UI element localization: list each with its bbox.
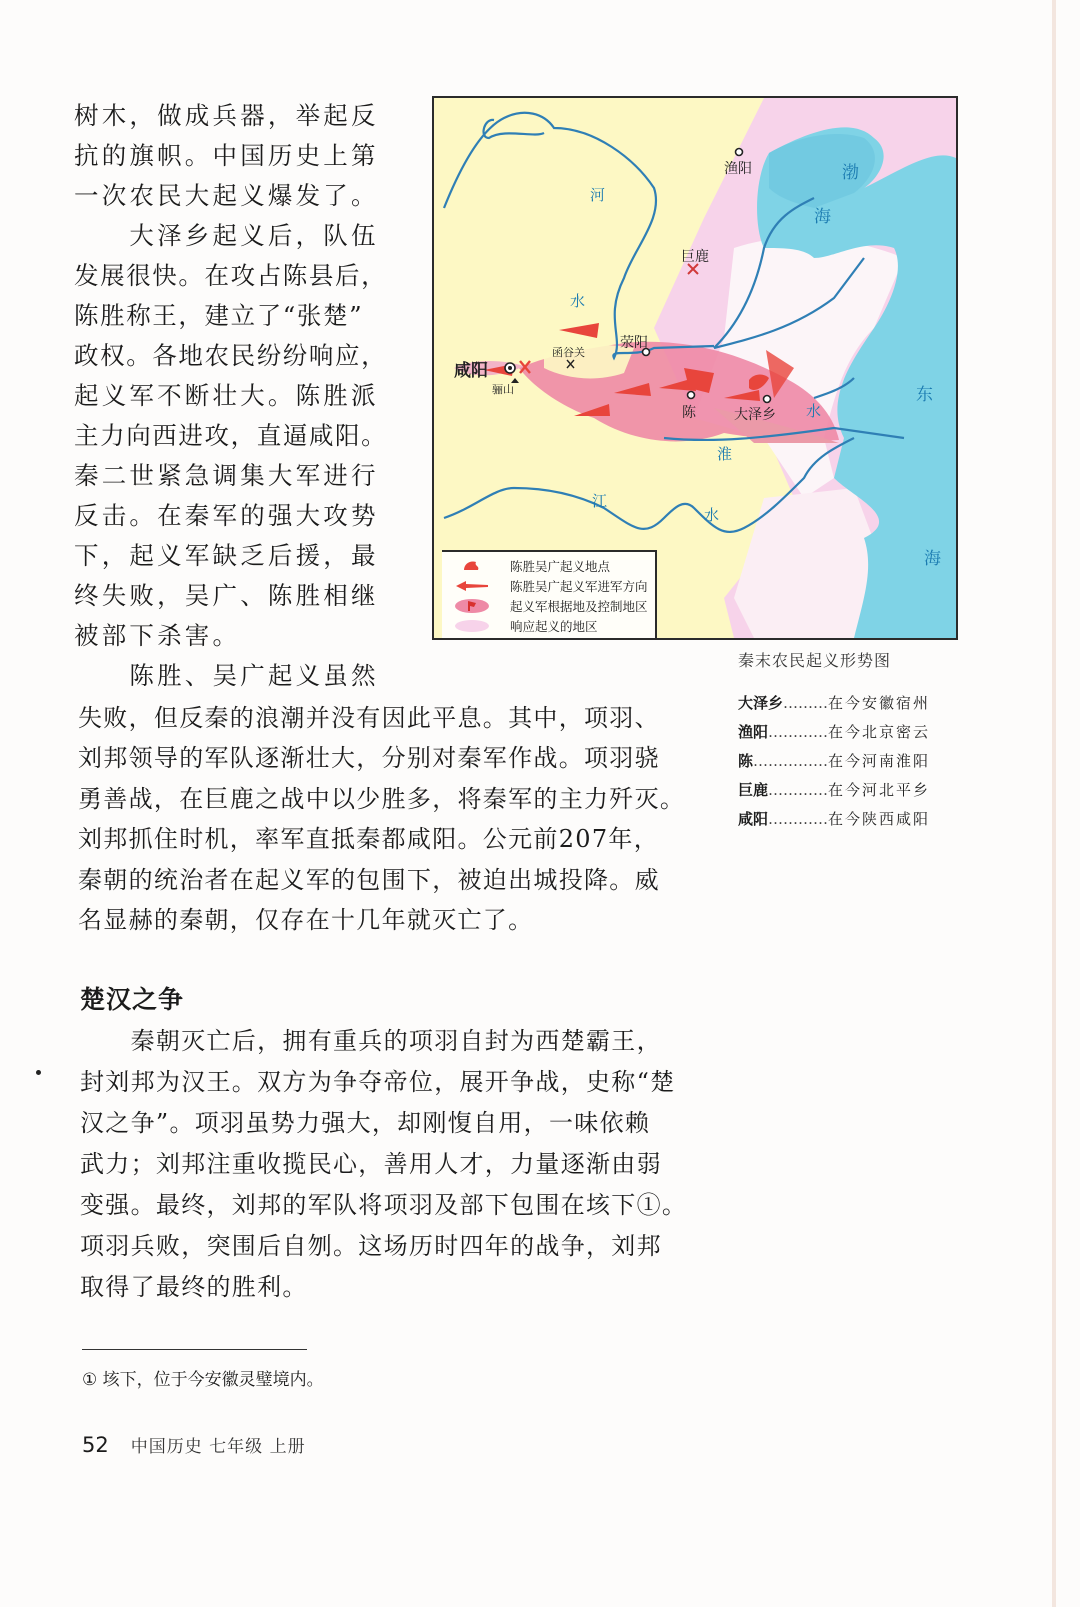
legend-label: 陈胜吴广起义地点 (510, 559, 611, 574)
text-line: 刘邦领导的军队逐渐壮大，分别对秦军作战。项羽骁 (78, 744, 660, 772)
gloss-dots: …………… (753, 752, 829, 770)
gloss-place: 陈 (738, 752, 754, 770)
water-label: 水 (806, 402, 822, 420)
text-line: 封刘邦为汉王。双方为争夺帝位，展开争战，史称“楚 (80, 1068, 676, 1096)
section-heading: 楚汉之争 (80, 985, 185, 1014)
gloss-location: 在今安徽宿州 (828, 694, 931, 712)
place-label-xingyang: 荥阳 (620, 335, 648, 351)
place-label-julu: 巨鹿 (681, 249, 709, 265)
place-label-yuyang: 渔阳 (724, 161, 752, 177)
legend-item (454, 556, 610, 576)
gloss-item (738, 779, 930, 800)
water-label: 水 (570, 292, 586, 310)
book-title: 中国历史 七年级 上册 (130, 1437, 306, 1457)
map-qin-peasant-uprising (432, 96, 958, 640)
text-line: 大泽乡起义后，队伍 (74, 221, 379, 250)
water-label: 江 (592, 492, 608, 510)
flag-area-icon (454, 598, 490, 614)
text-line: 树木，做成兵器，举起反 (74, 101, 379, 130)
place-label-hanguguan: 函谷关 (552, 346, 585, 359)
gloss-item (738, 692, 930, 713)
gloss-location: 在今河南淮阳 (828, 752, 931, 770)
text-line: 失败，但反秦的浪潮并没有因此平息。其中，项羽、 (78, 704, 660, 732)
legend-item (454, 596, 648, 616)
water-label: 河 (590, 186, 606, 204)
text-line: 取得了最终的胜利。 (80, 1273, 308, 1301)
text-line: 秦朝的统治者在起义军的包围下，被迫出城投降。威 (78, 866, 660, 894)
gloss-dots: ………… (768, 810, 829, 828)
text-line: 勇善战，在巨鹿之战中以少胜多，将秦军的主力歼灭。 (78, 785, 686, 813)
legend-label: 起义军根据地及控制地区 (510, 599, 648, 614)
water-label: 海 (924, 549, 941, 569)
text-line: 被部下杀害。 (74, 621, 241, 650)
gloss-item (738, 808, 930, 829)
text-line: 陈胜、吴广起义虽然 (74, 661, 379, 690)
fire-icon (454, 558, 490, 574)
legend-item (454, 576, 648, 596)
text-line: 政权。各地农民纷纷响应， (74, 341, 388, 370)
gloss-location: 在今河北平乡 (828, 781, 931, 799)
water-label: 海 (814, 207, 831, 227)
print-speck (36, 1070, 41, 1075)
footnote: ① 垓下，位于今安徽灵璧境内。 (82, 1370, 324, 1390)
text-line: 陈胜称王，建立了“张楚” (74, 301, 364, 330)
gloss-dots: ……… (783, 694, 829, 712)
arrow-icon (454, 578, 490, 594)
legend-item (454, 616, 598, 636)
gloss-dots: ………… (768, 781, 829, 799)
page-number: 52 (82, 1433, 109, 1457)
text-line: 发展很快。在攻占陈县后， (74, 261, 388, 290)
text-line: 名显赫的秦朝，仅存在十几年就灭亡了。 (78, 906, 534, 934)
text-line: 下，起义军缺乏后援，最 (74, 541, 379, 570)
water-label: 渤 (842, 163, 859, 183)
map-caption: 秦末农民起义形势图 (738, 651, 892, 670)
text-line: 秦二世紧急调集大军进行 (74, 461, 379, 490)
water-label: 水 (704, 506, 720, 524)
text-line: 反击。在秦军的强大攻势 (74, 501, 379, 530)
gloss-place: 咸阳 (738, 810, 769, 828)
gloss-item (738, 750, 930, 771)
gloss-place: 大泽乡 (738, 694, 784, 712)
footnote-rule (82, 1349, 307, 1350)
place-label-chen: 陈 (682, 405, 696, 421)
text-line: 项羽兵败，突围后自刎。这场历时四年的战争，刘邦 (80, 1232, 662, 1260)
legend-label: 陈胜吴广起义军进军方向 (510, 579, 648, 594)
text-line: 秦朝灭亡后，拥有重兵的项羽自封为西楚霸王， (80, 1027, 662, 1055)
map-legend (442, 550, 657, 640)
water-label: 淮 (717, 445, 733, 463)
text-line: 变强。最终，刘邦的军队将项羽及部下包围在垓下①。 (80, 1191, 688, 1219)
page-binding-edge (1052, 0, 1056, 1607)
text-line: 刘邦抓住时机，率军直抵秦都咸阳。公元前207年， (78, 825, 660, 853)
water-label: 东 (916, 385, 933, 405)
place-label-dazexiang: 大泽乡 (734, 407, 776, 423)
text-line: 起义军不断壮大。陈胜派 (74, 381, 379, 410)
text-line: 主力向西进攻，直逼咸阳。 (74, 421, 388, 450)
response-area-icon (454, 618, 490, 634)
gloss-place: 渔阳 (738, 723, 769, 741)
text-line: 抗的旗帜。中国历史上第 (74, 141, 379, 170)
gloss-location: 在今北京密云 (828, 723, 931, 741)
text-line: 终失败，吴广、陈胜相继 (74, 581, 379, 610)
page-footer (82, 1432, 306, 1457)
text-line: 汉之争”。项羽虽势力强大，却刚愎自用，一味依赖 (80, 1109, 651, 1137)
gloss-location: 在今陕西咸阳 (828, 810, 931, 828)
text-line: 武力；刘邦注重收揽民心，善用人才，力量逐渐由弱 (80, 1150, 662, 1178)
place-label-lishan: 骊山 (492, 383, 514, 396)
gloss-place: 巨鹿 (738, 781, 769, 799)
place-label-xianyang: 咸阳 (454, 361, 488, 381)
gloss-item (738, 721, 930, 742)
legend-label: 响应起义的地区 (510, 619, 598, 634)
text-line: 一次农民大起义爆发了。 (74, 181, 379, 210)
gloss-dots: ………… (768, 723, 829, 741)
